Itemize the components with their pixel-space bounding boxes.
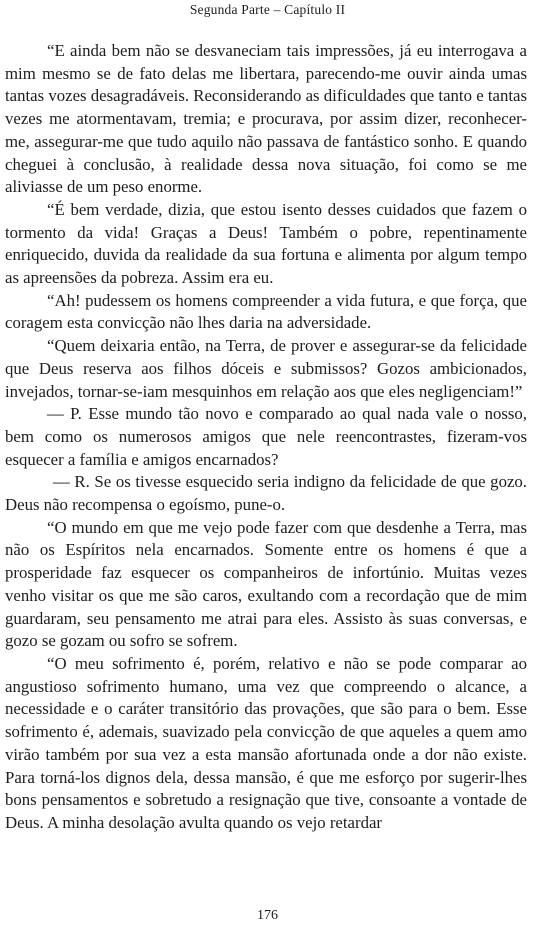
answer-paragraph: — R. Se os tivesse esquecido seria indigno da felicidade de que gozo. Deus não recompensa o egoísmo, pune-o. bbox=[5, 472, 527, 515]
body-text bbox=[5, 40, 527, 835]
paragraph: “Ah! pudessem os homens compreender a vida futura, e que força, que coragem esta convicção não lhes daria na adversidade. bbox=[5, 290, 527, 333]
paragraph: “E ainda bem não se desvaneciam tais impressões, já eu interrogava a mim mesmo se de fato delas me libertara, parecendo-me ouvir ainda umas tantas vozes desagradáveis. Reconsiderando as dificuldades que tanto e tantas vezes me atormentavam, tremia; e procurava, por assim dizer, reconhecer-me, assegurar-me que tudo aquilo não passava de fantástico sonho. E quando cheguei à conclusão, à realidade dessa nova situação, foi como se me aliviasse de um peso enorme. bbox=[5, 41, 527, 197]
question-paragraph: — P. Esse mundo tão novo e comparado ao qual nada vale o nosso, bem como os numerosos amigos que nele reencontrastes, fizeram-vos esquecer a família e amigos encarnados? bbox=[5, 404, 527, 469]
paragraph: “O meu sofrimento é, porém, relativo e não se pode comparar ao angustioso sofrimento humano, uma vez que compreendo o alcance, a necessidade e o caráter transitório das provações, que são para o bem. Esse sofrimento é, ademais, suavizado pela convicção de que aqueles a quem amo virão também por sua vez a esta mansão afortunada onde a dor não existe. Para torná-los dignos dela, dessa mansão, é que me esforço por sugerir-lhes bons pensamentos e sobretudo a resignação que tive, consoante a vontade de Deus. A minha desolação avulta quando os vejo retardar bbox=[5, 653, 527, 832]
page-number: 176 bbox=[257, 908, 278, 923]
paragraph: “O mundo em que me vejo pode fazer com que desdenhe a Terra, mas não os Espíritos nela encarnados. Somente entre os homens é que a prosperidade faz esquecer os companheiros de infortúnio. Muitas vezes venho visitar os que me são caros, exultando com a recordação que de mim guardaram, seu pensamento me atrai para eles. Assisto às suas conversas, e gozo se gozam ou sofro se sofrem. bbox=[5, 517, 527, 651]
paragraph: “Quem deixaria então, na Terra, de prover e assegurar-se da felicidade que Deus reserva aos filhos dóceis e submissos? Gozos ambicionados, invejados, tornar-se-iam mesquinhos em relação aos que eles negligenciam!” bbox=[5, 336, 527, 401]
running-head: Segunda Parte – Capítulo II bbox=[189, 2, 346, 17]
paragraph: “É bem verdade, dizia, que estou isento desses cuidados que fazem o tormento da vida! Graças a Deus! Também o pobre, repentinamente enriquecido, duvida da realidade da sua fortuna e alimenta por algum tempo as apreensões da pobreza. Assim era eu. bbox=[5, 199, 527, 288]
